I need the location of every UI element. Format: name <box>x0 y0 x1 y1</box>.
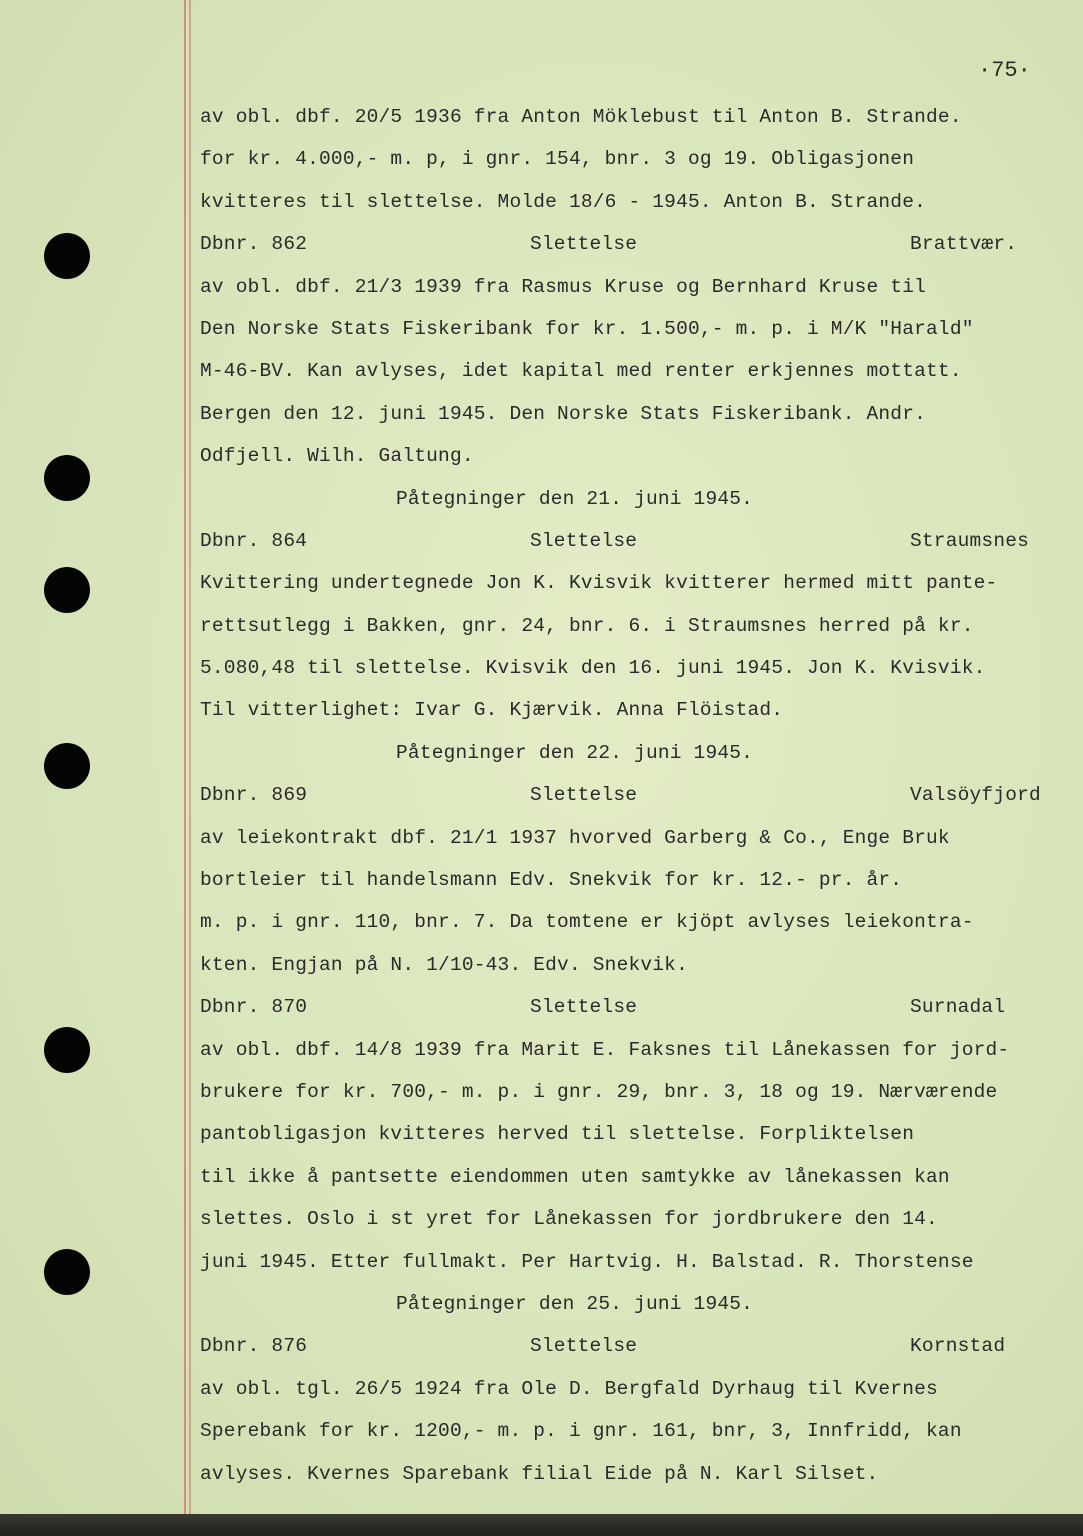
binder-hole <box>44 743 90 789</box>
binder-hole <box>44 567 90 613</box>
text-line: brukere for kr. 700,- m. p. i gnr. 29, bnr. 3, 18 og 19. Nærværende <box>200 1080 998 1103</box>
text-line: Sperebank for kr. 1200,- m. p. i gnr. 161, bnr, 3, Innfridd, kan <box>200 1420 962 1443</box>
text-line: Bergen den 12. juni 1945. Den Norske Stats Fiskeribank. Andr. <box>200 402 927 425</box>
text-line: av leiekontrakt dbf. 21/1 1937 hvorved Garberg & Co., Enge Bruk <box>200 826 950 849</box>
entry-place: Straumsnes <box>910 529 1030 552</box>
entry-place: Brattvær. <box>910 233 1018 256</box>
binder-hole <box>44 233 90 279</box>
text-line: avlyses. Kvernes Sparebank filial Eide på N. Karl Silset. <box>200 1462 879 1485</box>
text-line: til ikke å pantsette eiendommen uten samtykke av lånekassen kan <box>200 1165 950 1188</box>
text-line: juni 1945. Etter fullmakt. Per Hartvig. H. Balstad. R. Thorstense <box>200 1250 974 1273</box>
register-entry-header <box>200 986 1072 1028</box>
entry-type: Slettelse <box>530 233 638 256</box>
date-heading: Påtegninger den 22. juni 1945. <box>396 741 754 764</box>
register-entry-header <box>200 520 1072 562</box>
text-line: Kvittering undertegnede Jon K. Kvisvik kvitterer hermed mitt pante- <box>200 572 998 595</box>
text-line: bortleier til handelsmann Edv. Snekvik for kr. 12.- pr. år. <box>200 869 903 892</box>
text-line: m. p. i gnr. 110, bnr. 7. Da tomtene er kjöpt avlyses leiekontra- <box>200 911 974 934</box>
binder-hole <box>44 1249 90 1295</box>
text-line: slettes. Oslo i st yret for Lånekassen for jordbrukere den 14. <box>200 1208 938 1231</box>
register-entry-header <box>200 1325 1072 1367</box>
margin-rule-secondary <box>189 0 191 1514</box>
entry-type: Slettelse <box>530 529 638 552</box>
text-line: rettsutlegg i Bakken, gnr. 24, bnr. 6. i Straumsnes herred på kr. <box>200 614 974 637</box>
entry-number: Dbnr. 876 <box>200 1335 308 1358</box>
register-entry-header <box>200 223 1072 265</box>
text-line: av obl. dbf. 14/8 1939 fra Marit E. Faksnes til Lånekassen for jord- <box>200 1038 1010 1061</box>
binder-hole <box>44 455 90 501</box>
text-line: av obl. dbf. 20/5 1936 fra Anton Möklebust til Anton B. Strande. <box>200 106 962 128</box>
binder-hole <box>44 1027 90 1073</box>
text-line: for kr. 4.000,- m. p, i gnr. 154, bnr. 3 og 19. Obligasjonen <box>200 148 915 171</box>
entry-place: Kornstad <box>910 1335 1006 1358</box>
text-line: pantobligasjon kvitteres herved til slettelse. Forpliktelsen <box>200 1123 915 1146</box>
register-entry-header <box>200 774 1072 816</box>
text-line: Odfjell. Wilh. Galtung. <box>200 445 474 468</box>
margin-rule <box>184 0 186 1514</box>
date-heading: Påtegninger den 21. juni 1945. <box>396 487 754 510</box>
text-line: av obl. dbf. 21/3 1939 fra Rasmus Kruse og Bernhard Kruse til <box>200 275 927 298</box>
entry-type: Slettelse <box>530 784 638 807</box>
entry-type: Slettelse <box>530 996 638 1019</box>
text-line: Til vitterlighet: Ivar G. Kjærvik. Anna Flöistad. <box>200 699 784 722</box>
entry-number: Dbnr. 869 <box>200 784 308 807</box>
text-line: M-46-BV. Kan avlyses, idet kapital med renter erkjennes mottatt. <box>200 360 962 383</box>
text-line: Den Norske Stats Fiskeribank for kr. 1.500,- m. p. i M/K "Harald" <box>200 317 974 340</box>
text-line: av obl. tgl. 26/5 1924 fra Ole D. Bergfald Dyrhaug til Kvernes <box>200 1377 938 1400</box>
entry-number: Dbnr. 864 <box>200 529 308 552</box>
entry-place: Valsöyfjord <box>910 784 1041 807</box>
scan-edge <box>0 1514 1083 1536</box>
text-line: kten. Engjan på N. 1/10-43. Edv. Snekvik. <box>200 953 688 976</box>
text-line: kvitteres til slettelse. Molde 18/6 - 1945. Anton B. Strande. <box>200 190 927 213</box>
date-heading: Påtegninger den 25. juni 1945. <box>396 1292 754 1315</box>
entry-number: Dbnr. 870 <box>200 996 308 1019</box>
text-line: 5.080,48 til slettelse. Kvisvik den 16. juni 1945. Jon K. Kvisvik. <box>200 657 986 680</box>
entry-number: Dbnr. 862 <box>200 233 308 256</box>
entry-place: Surnadal <box>910 996 1006 1019</box>
register-text <box>200 96 1072 1495</box>
page-number: ·75· <box>978 58 1031 83</box>
entry-type: Slettelse <box>530 1335 638 1358</box>
